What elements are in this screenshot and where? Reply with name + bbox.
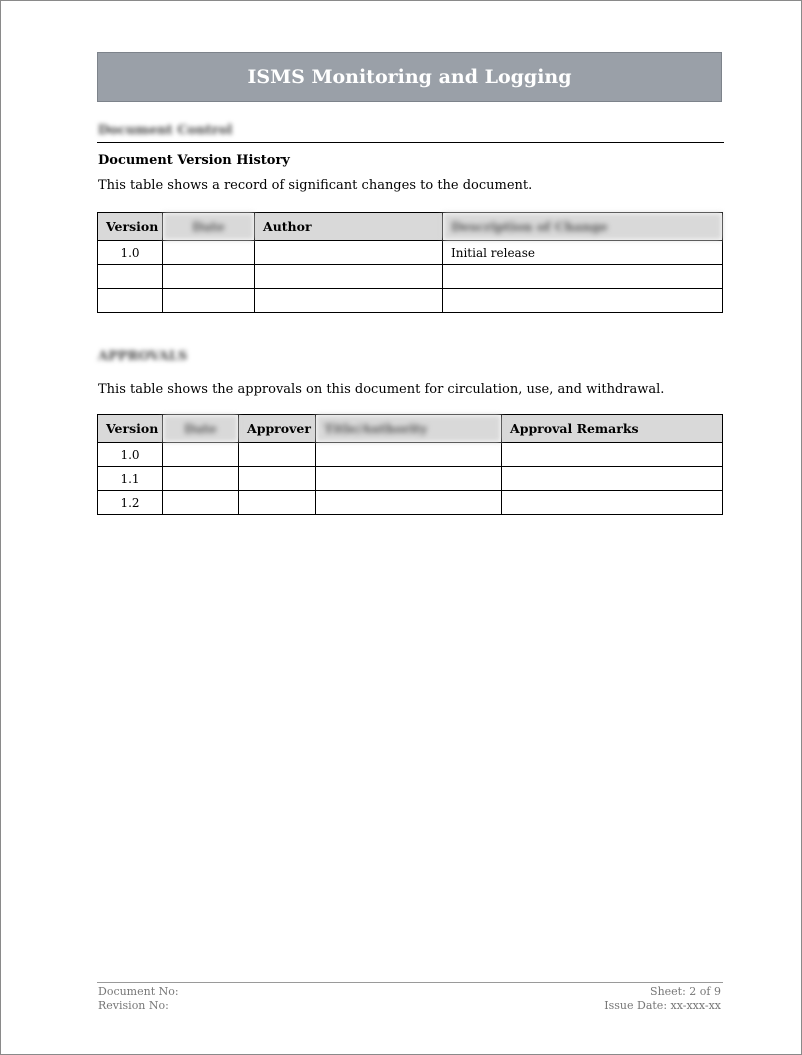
table-row <box>98 265 723 289</box>
cell-title-authority <box>316 467 502 491</box>
cell-description: Initial release <box>443 241 723 265</box>
cell-version <box>98 265 163 289</box>
approvals-description: This table shows the approvals on this document for circulation, use, and withdrawal. <box>98 382 665 397</box>
cell-date <box>163 443 239 467</box>
section-divider <box>97 142 724 143</box>
cell-description <box>443 265 723 289</box>
cell-approval-remarks <box>502 443 723 467</box>
cell-date <box>163 467 239 491</box>
version-history-description: This table shows a record of significant changes to the document. <box>98 178 533 193</box>
cell-date <box>163 265 255 289</box>
footer-revision-no: Revision No: <box>98 999 169 1012</box>
cell-description <box>443 289 723 313</box>
table-header-row <box>98 213 723 241</box>
column-header-date: Date <box>163 415 239 443</box>
cell-author <box>255 241 443 265</box>
version-history-title: Document Version History <box>98 153 290 168</box>
footer-divider <box>97 982 723 983</box>
cell-approval-remarks <box>502 491 723 515</box>
document-title: ISMS Monitoring and Logging <box>97 52 722 102</box>
column-header-version: Version <box>98 415 163 443</box>
table-row <box>98 289 723 313</box>
cell-title-authority <box>316 443 502 467</box>
cell-version: 1.2 <box>98 491 163 515</box>
approvals-table <box>97 414 723 515</box>
footer-sheet: Sheet: 2 of 9 <box>650 985 721 998</box>
cell-version <box>98 289 163 313</box>
column-header-date: Date <box>163 213 255 241</box>
cell-approver <box>239 467 316 491</box>
cell-version: 1.0 <box>98 443 163 467</box>
cell-approval-remarks <box>502 467 723 491</box>
table-row <box>98 491 723 515</box>
table-row <box>98 241 723 265</box>
cell-author <box>255 265 443 289</box>
cell-author <box>255 289 443 313</box>
column-header-title-authority: Title/Authority <box>316 415 502 443</box>
table-row <box>98 467 723 491</box>
cell-date <box>163 289 255 313</box>
cell-version: 1.0 <box>98 241 163 265</box>
column-header-approval-remarks: Approval Remarks <box>502 415 723 443</box>
column-header-approver: Approver <box>239 415 316 443</box>
cell-approver <box>239 443 316 467</box>
column-header-description: Description of Change <box>443 213 723 241</box>
cell-approver <box>239 491 316 515</box>
column-header-author: Author <box>255 213 443 241</box>
table-header-row <box>98 415 723 443</box>
cell-date <box>163 491 239 515</box>
document-control-heading: Document Control <box>98 123 233 138</box>
cell-version: 1.1 <box>98 467 163 491</box>
footer-issue-date: Issue Date: xx-xxx-xx <box>604 999 721 1012</box>
cell-title-authority <box>316 491 502 515</box>
cell-date <box>163 241 255 265</box>
footer-document-no: Document No: <box>98 985 179 998</box>
approvals-heading: APPROVALS <box>98 349 188 364</box>
column-header-version: Version <box>98 213 163 241</box>
table-row <box>98 443 723 467</box>
version-history-table <box>97 212 723 313</box>
